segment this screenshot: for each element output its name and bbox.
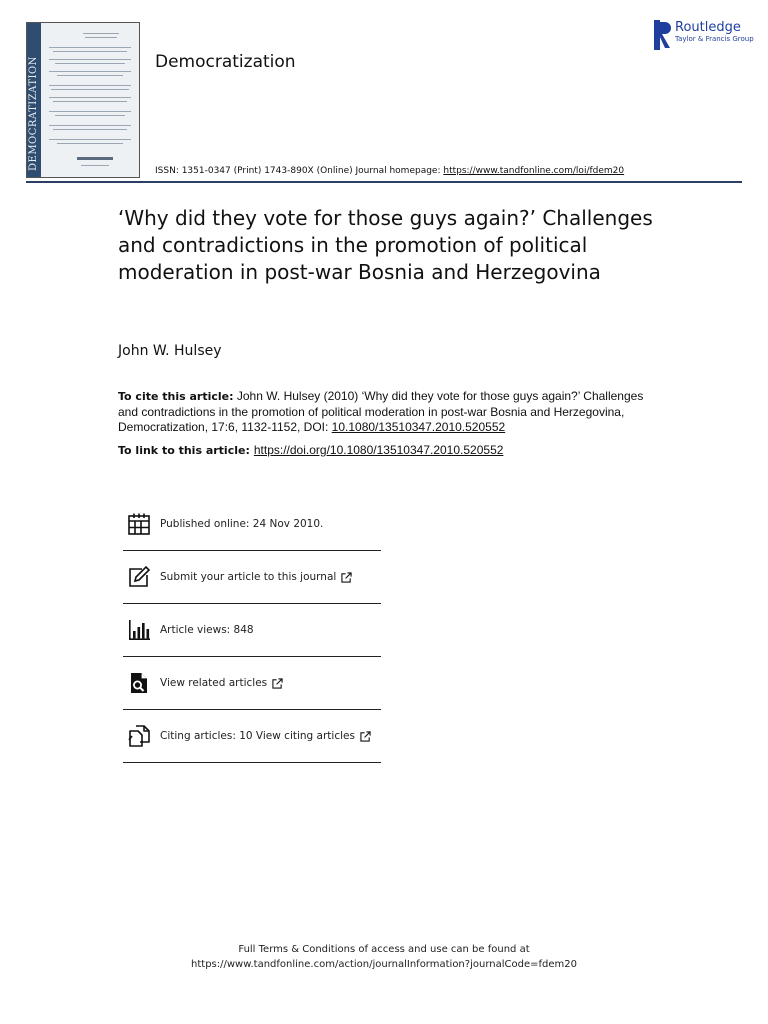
publisher-subtitle: Taylor & Francis Group [675,35,754,43]
article-views-row [123,604,381,657]
header-divider [26,181,742,183]
cover-text-line [53,101,127,102]
citing-articles-link[interactable]: Citing articles: 10 View citing articles [160,730,355,742]
cover-text-line [49,125,131,126]
cover-spine [27,23,41,177]
publisher-name: Routledge [675,20,741,35]
citing-articles-row[interactable] [123,710,381,763]
article-doi-url-link[interactable]: https://doi.org/10.1080/13510347.2010.520552 [253,443,504,457]
cover-text-line [49,59,131,60]
footer-terms-text: Full Terms & Conditions of access and use can be found at [238,944,530,955]
cover-text-line [49,111,131,112]
cover-text-line [83,33,119,34]
search-document-icon [127,671,151,695]
published-online-row [123,497,381,551]
cover-text-line [53,129,127,130]
published-online-text: Published online: 24 Nov 2010. [160,517,324,530]
cover-spine-title: DEMOCRATIZATION [28,56,39,171]
footer [0,942,768,972]
cover-text-line [53,51,127,52]
calendar-icon [127,512,151,536]
submit-article-row[interactable] [123,551,381,604]
cover-text-line [57,143,123,144]
cover-text-line [49,139,131,140]
cover-text-line [49,71,131,72]
journal-cover-image [26,22,140,178]
citing-articles-icon [127,724,151,748]
citation-label: To cite this article: [118,390,234,403]
bar-chart-icon [127,618,151,642]
routledge-logo-icon [654,20,672,50]
footer-terms-link[interactable]: https://www.tandfonline.com/action/journalInformation?journalCode=fdem20 [191,959,577,970]
article-info-list [123,497,381,763]
external-link-icon [272,678,283,689]
publisher-logo[interactable] [654,20,754,50]
related-articles-link[interactable]: View related articles [160,677,268,689]
related-articles-row[interactable] [123,657,381,710]
cover-text-line [49,85,131,86]
article-author: John W. Hulsey [118,343,222,359]
journal-name: Democratization [155,52,296,72]
edit-icon [127,565,151,589]
article-views-text: Article views: 848 [160,624,254,636]
external-link-icon [341,572,352,583]
cover-text-line [51,89,129,90]
doi-link[interactable]: 10.1080/13510347.2010.520552 [331,420,506,434]
issn-line [155,166,624,176]
submit-article-link[interactable]: Submit your article to this journal [160,571,337,583]
cover-text-line [81,165,109,166]
cover-text-line [49,97,131,98]
external-link-icon [360,731,371,742]
citation-text: John W. Hulsey (2010) ‘Why did they vote for those guys again?’ Challenges and contradictions in the promotion of political moderation in post-war Bosnia and Herzegovina, Democratization, 17:6, 1132-1152, DOI: [118,389,644,434]
article-link-block [118,443,503,457]
cover-publisher-mark [77,157,113,160]
cover-text-line [85,37,117,38]
cover-text-line [57,75,123,76]
link-label: To link to this article: [118,444,250,457]
journal-homepage-link[interactable]: https://www.tandfonline.com/loi/fdem20 [443,166,625,176]
article-title: ‘Why did they vote for those guys again?’ Challenges and contradictions in the promotion of political moderation in post-war Bosnia and Herzegovina [118,206,653,284]
cover-text-line [49,47,131,48]
cover-text-line [55,115,125,116]
issn-text: ISSN: 1351-0347 (Print) 1743-890X (Online) Journal homepage: [155,166,444,176]
cover-text-line [55,63,125,64]
citation-block [118,389,658,436]
